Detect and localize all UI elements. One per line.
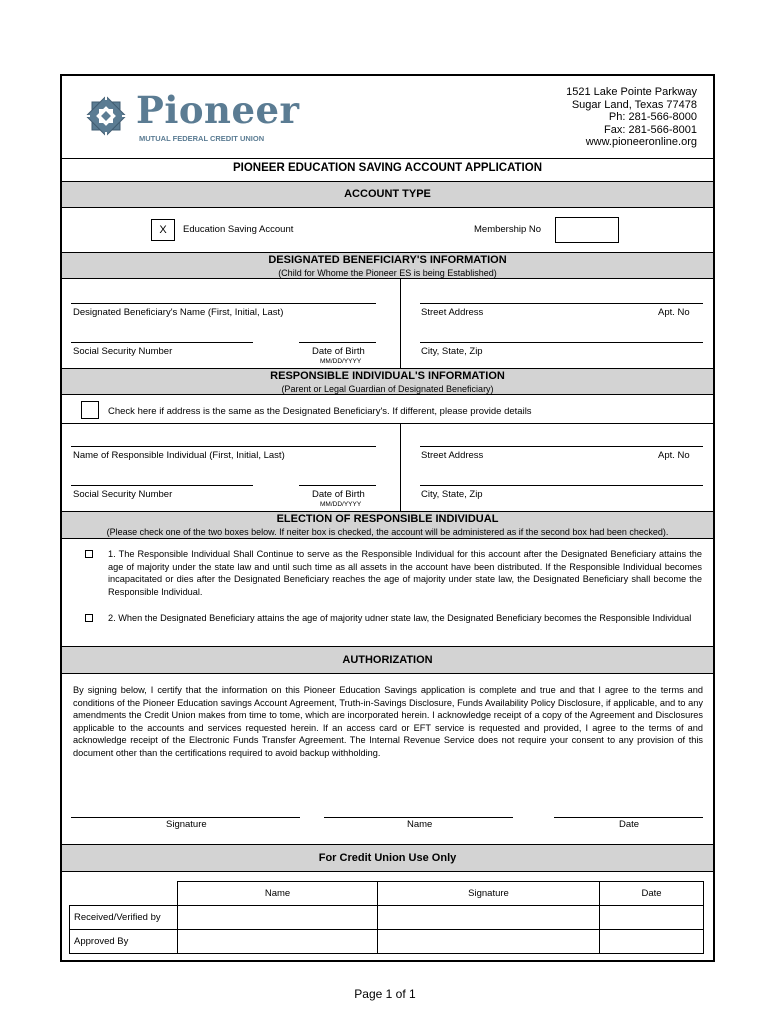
beneficiary-dob-field[interactable] [299,342,376,343]
beneficiary-name-label: Designated Beneficiary's Name (First, Initial, Last) [73,307,284,318]
responsible-dob-label: Date of Birth [312,489,365,500]
star-compass-icon [76,86,136,148]
election-option-2-checkbox[interactable] [85,614,93,622]
cu-header-date: Date [599,881,704,906]
signer-name-field[interactable] [324,817,513,818]
responsible-city-field[interactable] [420,485,703,486]
beneficiary-band [62,252,713,279]
application-form [60,74,715,962]
logo-name: Pioneer [136,88,300,132]
credit-union-address [566,86,697,149]
election-option-2-text: 2. When the Designated Beneficiary attains the age of majority udner state law, the Designated Beneficiary becomes the Responsible Individual [108,613,692,623]
beneficiary-ssn-label: Social Security Number [73,346,173,357]
responsible-subheading: (Parent or Legal Guardian of Designated Beneficiary) [281,384,494,394]
cu-header-name: Name [177,881,378,906]
signature-label: Signature [166,819,207,830]
election-band [62,511,713,539]
responsible-name-field[interactable] [71,446,376,447]
beneficiary-apt-label: Apt. No [658,307,690,318]
website: www.pioneeronline.org [585,136,697,149]
election-option-1-checkbox[interactable] [85,550,93,558]
date-label: Date [619,819,640,830]
responsible-dob-field[interactable] [299,485,376,486]
responsible-ssn-label: Social Security Number [73,489,173,500]
education-saving-checkbox[interactable] [151,219,175,241]
approved-name-cell[interactable] [177,929,378,954]
beneficiary-dob-label: Date of Birth [312,346,365,357]
election-option-1-text: 1. The Responsible Individual Shall Continue to serve as the Responsible Individual for this account after the Designated Beneficiary attains the age of majority under the state law and until such time as all assets in the account have been distributed. If the Responsible Individual becomes incapacitated or dies after the Designated Beneficiary reaches the age of majority under state law, the Designated Beneficiary shall become the Responsible Individual. [108,549,702,597]
form-title: PIONEER EDUCATION SAVING ACCOUNT APPLICATION [232,162,543,174]
membership-label: Membership No [474,224,542,235]
cu-row-label: Received/Verified by [69,905,178,930]
same-address-label: Check here if address is the same as the Designated Beneficiary's. If different, please provide details [108,406,532,417]
beneficiary-street-label: Street Address [421,307,484,318]
beneficiary-city-label: City, State, Zip [421,346,483,357]
phone: Ph: 281-566-8000 [608,111,697,124]
cu-use-heading: For Credit Union Use Only [318,852,457,864]
beneficiary-city-field[interactable] [420,342,703,343]
approved-date-cell[interactable] [599,929,704,954]
authorization-heading: AUTHORIZATION [342,654,433,666]
account-type-band [62,181,713,208]
education-saving-label: Education Saving Account [183,224,294,235]
signature-field[interactable] [71,817,300,818]
cu-use-band [62,844,713,872]
address-line: Sugar Land, Texas 77478 [571,98,697,111]
signer-name-label: Name [407,819,433,830]
date-field[interactable] [554,817,703,818]
cu-header-signature: Signature [377,881,600,906]
received-name-cell[interactable] [177,905,378,930]
responsible-dob-format: MM/DD/YYYY [320,501,362,508]
received-signature-cell[interactable] [377,905,600,930]
same-address-checkbox[interactable] [81,401,99,419]
approved-signature-cell[interactable] [377,929,600,954]
membership-number-field[interactable] [555,217,619,243]
beneficiary-name-field[interactable] [71,303,376,304]
beneficiary-dob-format: MM/DD/YYYY [320,358,362,365]
cu-row-label: Approved By [69,929,178,954]
election-heading: ELECTION OF RESPONSIBLE INDIVIDUAL [276,513,499,525]
fax: Fax: 281-566-8001 [604,123,697,136]
authorization-text: By signing below, I certify that the information on this Pioneer Education Savings application is complete and true and that I agree to the terms and conditions of the Pioneer Education savings Account Agreement, Truth-in-Savings Disclosure, Funds Availability Policy Disclosure, if applicable, and to any amendments the Credit Union makes from time to tome, which are incorporated herein. I acknowledge receipt of a copy of the Agreement and Disclosures applicable to the accounts and services requested herein. If an access card or EFT service is requested and provided, I agree to the terms of and acknowledge receipt of the Electronic Funds Transfer Agreement. The Internal Revenue Service does not require your consent to any provision of this document other than the certifications required to avoid backup withholding. [73,685,703,758]
account-type-heading: ACCOUNT TYPE [344,188,431,200]
responsible-band [62,368,713,395]
beneficiary-heading: DESIGNATED BENEFICIARY'S INFORMATION [268,254,507,266]
responsible-ssn-field[interactable] [71,485,253,486]
responsible-city-label: City, State, Zip [421,489,483,500]
pioneer-logo [76,86,300,150]
page-number: Page 1 of 1 [354,987,416,1001]
responsible-name-label: Name of Responsible Individual (First, Initial, Last) [73,450,285,461]
authorization-band [62,646,713,674]
responsible-apt-label: Apt. No [658,450,690,461]
election-subheading: (Please check one of the two boxes below. If neiter box is checked, the account will be administered as if the second box had been checked). [106,527,669,537]
checkbox-mark: X [159,224,167,236]
beneficiary-street-field[interactable] [420,303,703,304]
responsible-street-field[interactable] [420,446,703,447]
address-line: 1521 Lake Pointe Parkway [566,86,697,98]
responsible-street-label: Street Address [421,450,484,461]
received-date-cell[interactable] [599,905,704,930]
logo-tagline: MUTUAL FEDERAL CREDIT UNION [139,134,265,143]
beneficiary-subheading: (Child for Whome the Pioneer ES is being Established) [278,268,497,278]
responsible-heading: RESPONSIBLE INDIVIDUAL'S INFORMATION [270,370,505,382]
beneficiary-ssn-field[interactable] [71,342,253,343]
